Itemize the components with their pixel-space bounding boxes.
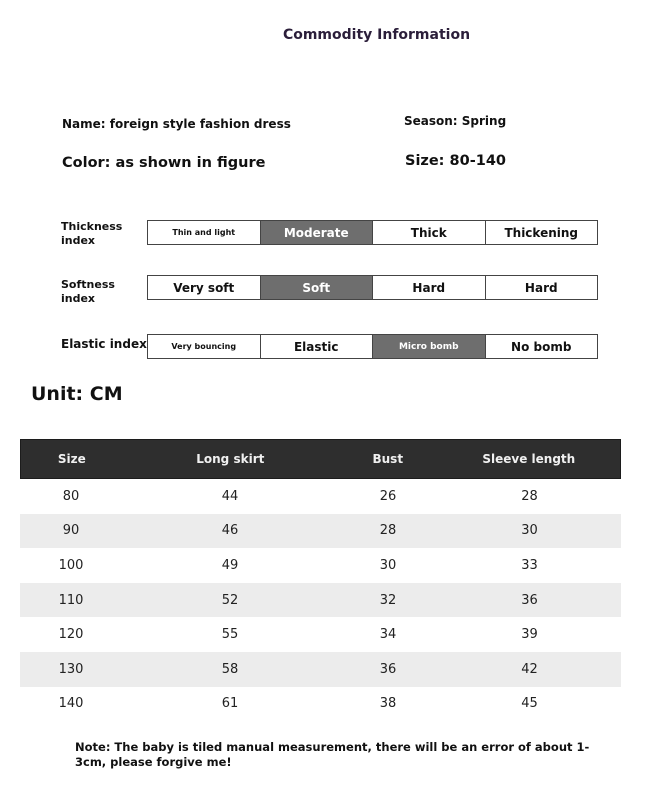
cell-bust: 28 (379, 523, 397, 539)
table-row (20, 479, 621, 514)
cell-size: 140 (58, 696, 84, 712)
cell-bust: 30 (379, 557, 397, 573)
elastic-index-label: Elastic index (61, 337, 147, 351)
measurement-note: Note: The baby is tiled manual measurement, there will be an error of about 1-3cm, please forgive me! (75, 740, 590, 769)
elastic-option-no-bomb: No bomb (511, 339, 572, 354)
cell-long-skirt: 49 (221, 557, 239, 573)
softness-index-label: Softness index (61, 278, 115, 305)
cell-sleeve-length: 28 (521, 488, 538, 504)
table-row (20, 652, 621, 687)
table-row (20, 514, 621, 549)
table-row (20, 617, 621, 652)
page-title: Commodity Information (282, 27, 471, 43)
cell-size: 120 (58, 627, 84, 643)
unit-label: Unit: CM (31, 383, 123, 405)
thickness-option-moderate: Moderate (261, 221, 374, 244)
header-bust: Bust (372, 452, 404, 466)
cell-long-skirt: 61 (221, 696, 239, 712)
cell-sleeve-length: 39 (521, 627, 538, 643)
softness-option-soft: Soft (261, 276, 374, 299)
cell-long-skirt: 55 (221, 627, 239, 643)
cell-long-skirt: 52 (221, 592, 239, 608)
cell-size: 100 (58, 557, 84, 573)
cell-bust: 26 (379, 488, 397, 504)
cell-bust: 38 (379, 696, 397, 712)
cell-sleeve-length: 36 (521, 592, 538, 608)
cell-long-skirt: 58 (221, 661, 239, 677)
softness-option-hard-2: Hard (524, 280, 558, 295)
softness-option-hard: Hard (373, 276, 486, 299)
cell-bust: 32 (379, 592, 397, 608)
softness-index-bar (147, 275, 598, 300)
thickness-option-thin-and-light: Thin and light (148, 221, 261, 244)
product-color: Color: as shown in figure (62, 155, 266, 171)
product-size-range: Size: 80-140 (405, 153, 506, 169)
cell-size: 90 (62, 523, 80, 539)
cell-sleeve-length: 30 (521, 523, 538, 539)
thickness-option-thick: Thick (373, 221, 486, 244)
product-name: Name: foreign style fashion dress (62, 117, 291, 131)
thickness-option-thickening: Thickening (504, 225, 579, 240)
product-season: Season: Spring (404, 114, 507, 128)
table-row (20, 548, 621, 583)
cell-long-skirt: 44 (221, 488, 239, 504)
thickness-index-label: Thickness index (61, 220, 123, 247)
table-row (20, 583, 621, 618)
elastic-index-bar (147, 334, 598, 359)
cell-sleeve-length: 33 (521, 557, 538, 573)
cell-bust: 34 (379, 627, 397, 643)
header-sleeve-length: Sleeve length (482, 452, 576, 466)
elastic-option-very-bouncing: Very bouncing (148, 335, 261, 358)
cell-size: 80 (62, 488, 80, 504)
header-size: Size (57, 452, 86, 466)
header-long-skirt: Long skirt (196, 452, 265, 466)
thickness-index-bar (147, 220, 598, 245)
cell-sleeve-length: 42 (521, 661, 538, 677)
cell-sleeve-length: 45 (521, 696, 538, 712)
size-table (20, 439, 621, 721)
softness-option-very-soft: Very soft (148, 276, 261, 299)
elastic-option-elastic: Elastic (261, 335, 374, 358)
cell-bust: 36 (379, 661, 397, 677)
table-header (20, 439, 621, 479)
table-row (20, 687, 621, 722)
cell-long-skirt: 46 (221, 523, 239, 539)
elastic-option-micro-bomb: Micro bomb (373, 335, 486, 358)
cell-size: 110 (58, 592, 84, 608)
cell-size: 130 (58, 661, 84, 677)
